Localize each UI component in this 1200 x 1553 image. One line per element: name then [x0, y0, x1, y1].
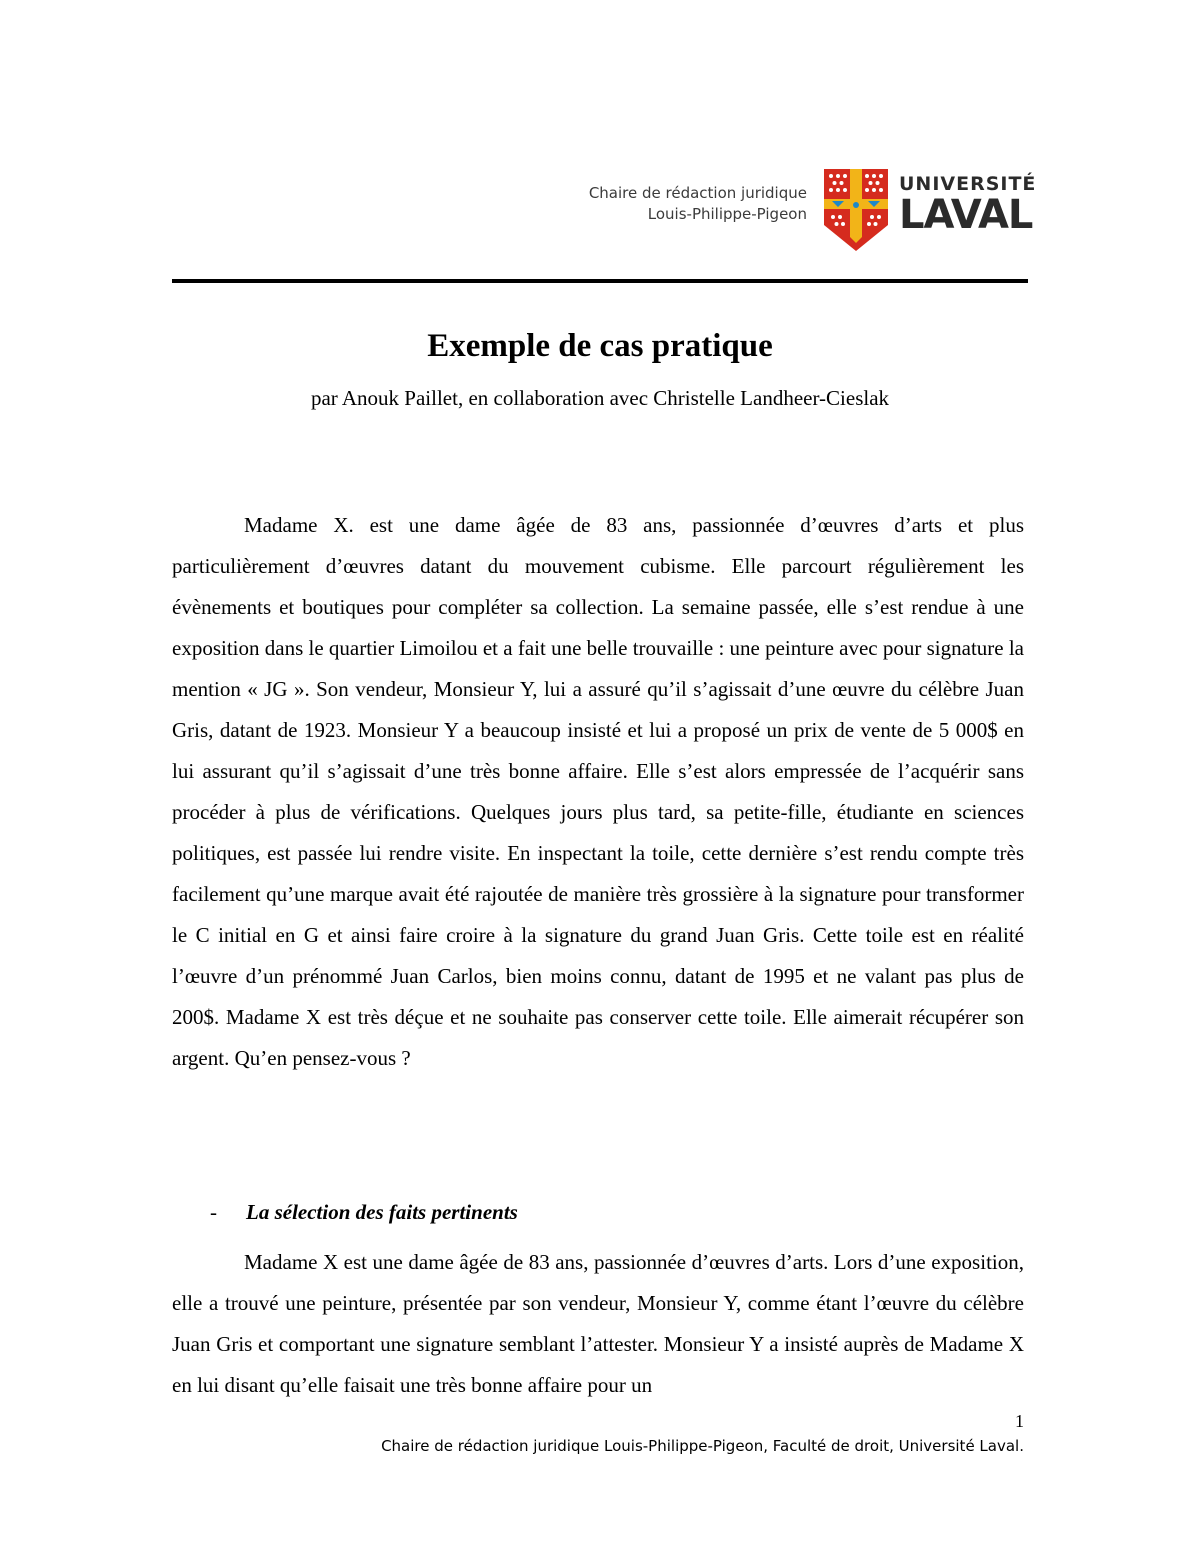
header-divider	[172, 279, 1028, 283]
chaire-name-line1: Chaire de rédaction juridique	[588, 184, 807, 202]
page-number: 1	[1015, 1411, 1024, 1431]
letterhead	[172, 165, 1037, 255]
wordmark-laval: LAVAL	[899, 192, 1033, 238]
section-heading	[210, 1197, 910, 1227]
relevant-facts-paragraph: Madame X est une dame âgée de 83 ans, passionnée d’œuvres d’arts. Lors d’une exposition, elle a trouvé une peinture, présentée par son vendeur, Monsieur Y, comme étant l’œuvre du célèbre Juan Gris et comportant une signature semblant l’attester. Monsieur Y a insisté auprès de Madame X en lui disant qu’elle faisait une très bonne affaire pour un	[172, 1250, 1024, 1397]
document-title: Exemple de cas pratique	[427, 328, 773, 364]
footer-text: Chaire de rédaction juridique Louis-Philippe-Pigeon, Faculté de droit, Université Laval.	[381, 1437, 1024, 1455]
case-statement-paragraph: Madame X. est une dame âgée de 83 ans, passionnée d’œuvres d’arts et plus particulièrement d’œuvres datant du mouvement cubisme. Elle parcourt régulièrement les évènements et boutiques pour compléter sa collection. La semaine passée, elle s’est rendue à une exposition dans le quartier Limoilou et a fait une belle trouvaille : une peinture avec pour signature la mention « JG ». Son vendeur, Monsieur Y, lui a assuré qu’il s’agissait d’une œuvre du célèbre Juan Gris, datant de 1923. Monsieur Y a beaucoup insisté et lui a proposé un prix de vente de 5 000$ en lui assurant qu’il s’agissait d’une très bonne affaire. Elle s’est alors empressée de l’acquérir sans procéder à plus de vérifications. Quelques jours plus tard, sa petite-fille, étudiante en sciences politiques, est passée lui rendre visite. En inspectant la toile, cette dernière s’est rendu compte très facilement qu’une marque avait été rajoutée de manière très grossière à la signature pour transformer le C initial en G et ainsi faire croire à la signature du grand Juan Gris. Cette toile est en réalité l’œuvre d’un prénommé Juan Carlos, bien moins connu, datant de 1995 et ne valant pas plus de 200$. Madame X est très déçue et ne souhaite pas conserver cette toile. Elle aimerait récupérer son argent. Qu’en pensez-vous ?	[172, 513, 1024, 1070]
document-subtitle: par Anouk Paillet, en collaboration avec Christelle Landheer-Cieslak	[310, 386, 890, 410]
chaire-name	[577, 183, 807, 225]
wordmark-universite: UNIVERSITÉ	[899, 173, 1037, 195]
chaire-name-line2: Louis-Philippe-Pigeon	[647, 205, 807, 223]
section-heading-text: La sélection des faits pertinents	[246, 1200, 518, 1224]
universite-laval-wordmark	[899, 173, 1037, 238]
list-dash: -	[210, 1200, 217, 1224]
universite-laval-shield-logo	[822, 167, 890, 253]
